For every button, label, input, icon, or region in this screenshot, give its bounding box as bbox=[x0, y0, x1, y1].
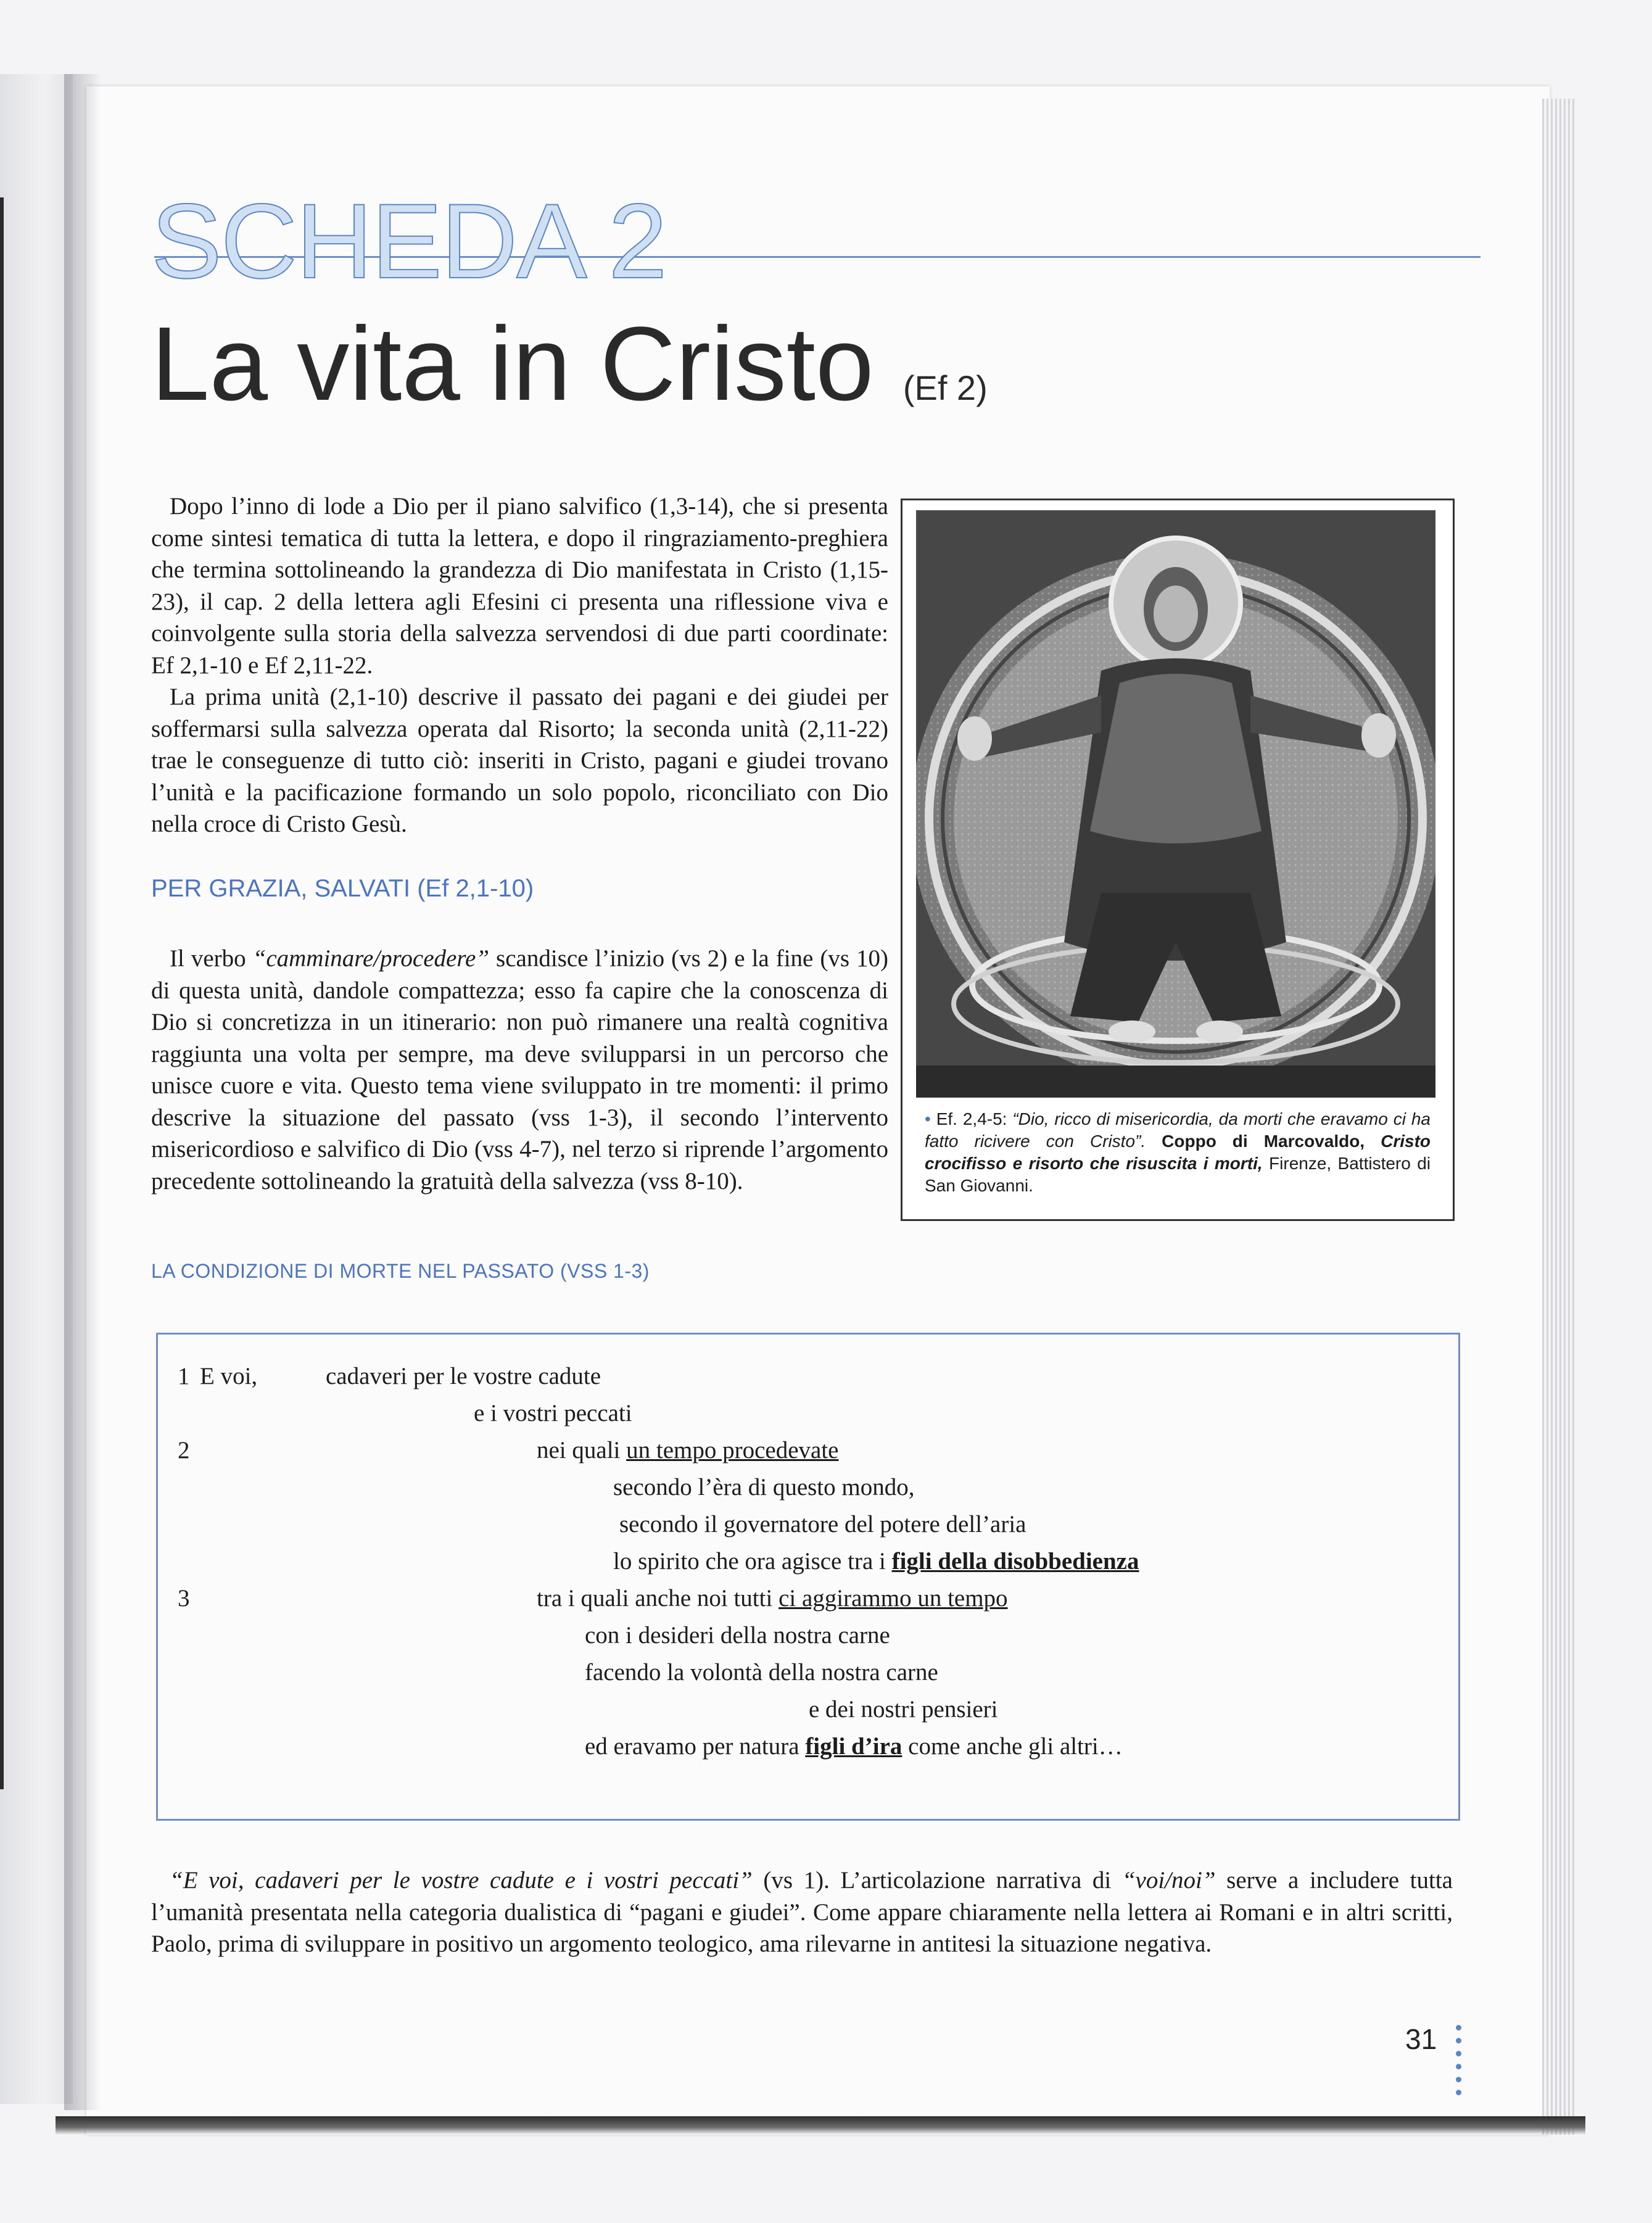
intro-text bbox=[151, 491, 888, 840]
verse-number-1: 1 bbox=[178, 1363, 190, 1389]
section-1-text bbox=[151, 943, 888, 1197]
poem-line-10: e dei nostri pensieri bbox=[809, 1696, 998, 1723]
poem-line-7b: ci aggirammo un tempo bbox=[779, 1585, 1008, 1612]
poem-line-3a: nei quali bbox=[537, 1437, 627, 1463]
verse-number-2: 2 bbox=[178, 1437, 190, 1463]
poem-line-11c: come anche gli altri… bbox=[902, 1733, 1123, 1760]
section-heading-grazia: PER GRAZIA, SALVATI (Ef 2,1-10) bbox=[151, 875, 534, 902]
caption-place: Firenze, Battistero di San Giovanni. bbox=[925, 1154, 1431, 1195]
poem-line-4: secondo l’èra di questo mondo, bbox=[613, 1474, 915, 1501]
poem-line-8: con i desideri della nostra carne bbox=[585, 1622, 890, 1649]
poem-line-5: secondo il governatore del potere dell’aria bbox=[619, 1511, 1026, 1538]
scripture-box bbox=[156, 1333, 1460, 1821]
title-reference: (Ef 2) bbox=[902, 368, 988, 407]
scheda-label: SCHEDA 2 bbox=[151, 182, 666, 300]
poem-line-9: facendo la volontà della nostra carne bbox=[585, 1659, 938, 1686]
page-dots-decoration bbox=[1456, 2025, 1463, 2103]
caption-quote: “Dio, ricco di misericordia, da morti che eravamo ci ha fatto ricivere con Cristo”. bbox=[925, 1109, 1431, 1151]
caption-author: Coppo di Marcovaldo, bbox=[1146, 1132, 1381, 1151]
poem-line-11 bbox=[585, 1734, 1123, 1758]
closing-quote: “E voi, cadaveri per le vostre cadute e i vostri peccati” bbox=[170, 1867, 753, 1894]
poem-line-2: e i vostri peccati bbox=[474, 1400, 632, 1426]
previous-page-edge bbox=[0, 74, 73, 2104]
verse-number-3: 3 bbox=[178, 1585, 190, 1612]
poem-line-7a: tra i quali anche noi tutti bbox=[537, 1585, 779, 1612]
intro-paragraph-1: Dopo l’inno di lode a Dio per il piano salvifico (1,3-14), che si presenta come sintesi tematica di tutta la lettera, e dopo il ringraziamento-preghiera che termina sottolineando la grandezza di Dio manifestata in Cristo (1,15-23), il cap. 2 della lettera agli Efesini ci presenta una riflessione viva e coinvolgente sulla storia della salvezza servendosi di due parti coordinate: Ef 2,1-10 e Ef 2,11-22. bbox=[151, 493, 888, 679]
closing-paragraph bbox=[151, 1865, 1453, 1960]
spine-shadow bbox=[64, 74, 101, 2110]
caption-bullet-icon: • bbox=[925, 1109, 931, 1128]
poem-line-3 bbox=[537, 1438, 839, 1462]
page-number: 31 bbox=[1405, 2023, 1437, 2055]
page-title-text: La vita in Cristo bbox=[151, 305, 874, 423]
figure-caption bbox=[925, 1108, 1431, 1197]
christ-mosaic-image bbox=[916, 510, 1435, 1098]
poem-line-3b: un tempo procedevate bbox=[626, 1437, 839, 1463]
section-1-start: Il verbo bbox=[170, 945, 253, 972]
intro-paragraph-2: La prima unità (2,1-10) descrive il passato dei pagani e dei giudei per soffermarsi sulla salvezza operata dal Risorto; la seconda unità (2,11-22) trae le conseguenze di tutto ciò: inseriti in Cristo, pagani e giudei trovano l’unità e la pacificazione formando un solo popolo, riconciliato con Dio nella croce di Cristo Gesù. bbox=[151, 684, 888, 837]
poem-line-7 bbox=[537, 1586, 1008, 1610]
closing-voinoi: “voi/noi” bbox=[1121, 1867, 1216, 1894]
poem-line-6 bbox=[613, 1549, 1139, 1573]
closing-text-1: (vs 1). L’articolazione narrativa di bbox=[752, 1867, 1122, 1894]
poem-line-6b: figli della disobbedienza bbox=[891, 1548, 1139, 1575]
section-1-verb: “camminare/procedere” bbox=[252, 945, 490, 972]
poem-line-6a: lo spirito che ora agisce tra i bbox=[613, 1548, 892, 1575]
poem-line-11b: figli d’ira bbox=[805, 1733, 902, 1760]
poem-line-1b: cadaveri per le vostre cadute bbox=[326, 1363, 601, 1389]
closing-text-2: serve a includere tutta l’umanità presentata nella categoria dualistica di “pagani e giudei”. Come appare chiaramente nella lettera ai Romani e in altri scritti, Paolo, prima di sviluppare in positivo un argomento teologico, ama rilevarne in antitesi la situazione negativa. bbox=[151, 1867, 1453, 1957]
book-bottom-shadow bbox=[56, 2116, 1585, 2135]
closing-text bbox=[151, 1865, 1453, 1960]
previous-page-border bbox=[0, 197, 4, 1789]
section-1-paragraph bbox=[151, 943, 888, 1197]
caption-work-title: Cristo crocifisso e risorto che risuscita i morti, bbox=[925, 1132, 1431, 1173]
page-stack-edge bbox=[1542, 99, 1574, 2135]
section-1-rest: scandisce l’inizio (vs 2) e la fine (vs 10) di questa unità, dandole compattezza; esso fa capire che la conoscenza di Dio si concretizza in un itinerario: non può rimanere una realtà cognitiva raggiunta una volta per sempre, ma deve svilupparsi in un percorso che unisce cuore e vita. Questo tema viene sviluppato in tre momenti: il primo descrive la situazione del passato (vss 1-3), il secondo l’intervento misericordioso e salvifico di Dio (vss 4-7), nel terzo si riprende l’argomento precedente sottolineando la gratuità della salvezza (vss 8-10). bbox=[151, 945, 888, 1194]
poem-line-1a: E voi, bbox=[200, 1363, 258, 1389]
poem-line-11a: ed eravamo per natura bbox=[585, 1733, 806, 1760]
page-title bbox=[151, 305, 988, 423]
figure-mosaic bbox=[901, 499, 1455, 1221]
section-heading-condizione: LA CONDIZIONE DI MORTE NEL PASSATO (VSS 1-3) bbox=[151, 1260, 650, 1282]
caption-ref: Ef. 2,4-5: bbox=[936, 1109, 1013, 1128]
mosaic-illustration bbox=[916, 510, 1435, 1098]
